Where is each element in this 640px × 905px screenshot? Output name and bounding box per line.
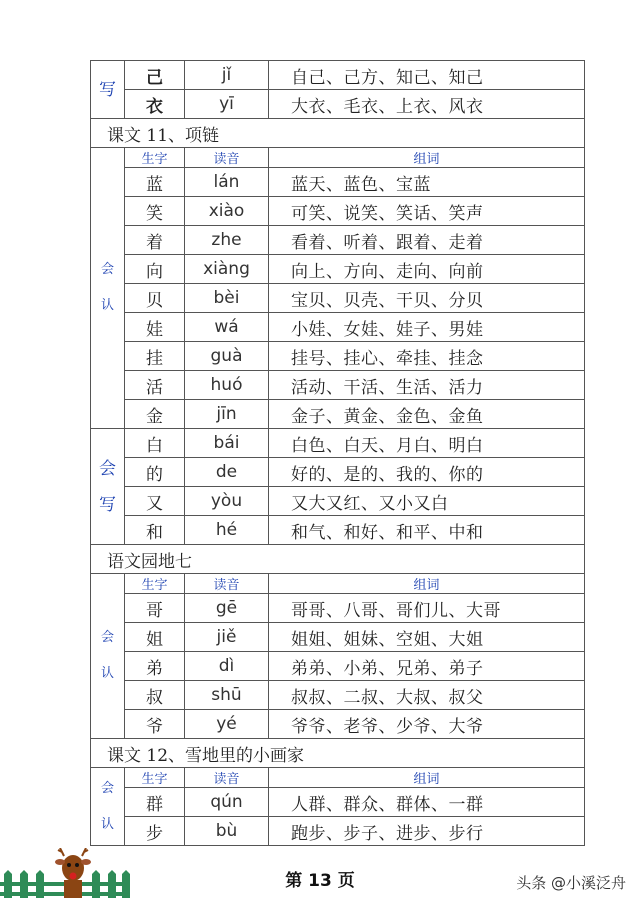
header-row <box>91 148 585 168</box>
char-cell: 贝 <box>125 284 185 313</box>
pinyin-cell: hé <box>185 516 269 545</box>
header-pinyin: 读音 <box>185 148 269 168</box>
words-cell: 又大又红、又小又白 <box>269 487 585 516</box>
table-row <box>91 623 585 652</box>
category-char: 会 <box>99 458 116 479</box>
category-cell <box>91 574 125 739</box>
words-cell: 哥哥、八哥、哥们儿、大哥 <box>269 594 585 623</box>
table-row <box>91 594 585 623</box>
char-cell: 和 <box>125 516 185 545</box>
words-cell: 自己、己方、知己、知己 <box>269 61 585 90</box>
table-row <box>91 788 585 817</box>
words-cell: 姐姐、姐妹、空姐、大姐 <box>269 623 585 652</box>
words-cell: 叔叔、二叔、大叔、叔父 <box>269 681 585 710</box>
pinyin-cell: qún <box>185 788 269 817</box>
table-row <box>91 710 585 739</box>
lesson-title-row <box>91 739 585 768</box>
pinyin-cell: bái <box>185 429 269 458</box>
header-row <box>91 768 585 788</box>
lesson-title-row <box>91 119 585 148</box>
category-char: 认 <box>100 816 114 832</box>
table-row <box>91 197 585 226</box>
char-cell: 蓝 <box>125 168 185 197</box>
header-words: 组词 <box>269 768 585 788</box>
vocab-table <box>90 60 585 846</box>
char-cell: 己 <box>125 61 185 90</box>
words-cell: 大衣、毛衣、上衣、风衣 <box>269 90 585 119</box>
category-char: 写 <box>99 494 116 515</box>
words-cell: 看着、听着、跟着、走着 <box>269 226 585 255</box>
words-cell: 挂号、挂心、牵挂、挂念 <box>269 342 585 371</box>
category-cell <box>91 148 125 429</box>
pinyin-cell: shū <box>185 681 269 710</box>
page-number: 第 13 页 <box>285 871 355 891</box>
words-cell: 活动、干活、生活、活力 <box>269 371 585 400</box>
table-row <box>91 487 585 516</box>
char-cell: 挂 <box>125 342 185 371</box>
pinyin-cell: jīn <box>185 400 269 429</box>
pinyin-cell: yòu <box>185 487 269 516</box>
words-cell: 向上、方向、走向、向前 <box>269 255 585 284</box>
watermark: 头条 @小溪泛舟 <box>516 874 626 892</box>
char-cell: 姐 <box>125 623 185 652</box>
pinyin-cell: lán <box>185 168 269 197</box>
pinyin-cell: wá <box>185 313 269 342</box>
header-pinyin: 读音 <box>185 574 269 594</box>
table-row <box>91 226 585 255</box>
char-cell: 爷 <box>125 710 185 739</box>
char-cell: 群 <box>125 788 185 817</box>
words-cell: 白色、白天、月白、明白 <box>269 429 585 458</box>
category-char: 认 <box>100 666 114 681</box>
table-row <box>91 255 585 284</box>
pinyin-cell: xiào <box>185 197 269 226</box>
words-cell: 弟弟、小弟、兄弟、弟子 <box>269 652 585 681</box>
header-pinyin: 读音 <box>185 768 269 788</box>
table-row <box>91 681 585 710</box>
category-char: 写 <box>99 79 116 100</box>
pinyin-cell: zhe <box>185 226 269 255</box>
table-row <box>91 61 585 90</box>
char-cell: 娃 <box>125 313 185 342</box>
category-char: 会 <box>100 262 114 277</box>
table-row <box>91 652 585 681</box>
header-char: 生字 <box>125 148 185 168</box>
pinyin-cell: yé <box>185 710 269 739</box>
header-char: 生字 <box>125 574 185 594</box>
char-cell: 步 <box>125 817 185 846</box>
header-words: 组词 <box>269 574 585 594</box>
table-row <box>91 371 585 400</box>
char-cell: 向 <box>125 255 185 284</box>
category-char: 会 <box>100 780 114 796</box>
table-row <box>91 168 585 197</box>
pinyin-cell: dì <box>185 652 269 681</box>
words-cell: 跑步、步子、进步、步行 <box>269 817 585 846</box>
pinyin-cell: bèi <box>185 284 269 313</box>
char-cell: 衣 <box>125 90 185 119</box>
table-row <box>91 400 585 429</box>
table-row <box>91 342 585 371</box>
char-cell: 哥 <box>125 594 185 623</box>
lesson-title: 课文 11、项链 <box>91 119 585 148</box>
table-row <box>91 516 585 545</box>
char-cell: 着 <box>125 226 185 255</box>
pinyin-cell: bù <box>185 817 269 846</box>
category-cell <box>91 429 125 545</box>
words-cell: 蓝天、蓝色、宝蓝 <box>269 168 585 197</box>
words-cell: 金子、黄金、金色、金鱼 <box>269 400 585 429</box>
table-row <box>91 429 585 458</box>
char-cell: 叔 <box>125 681 185 710</box>
pinyin-cell: gē <box>185 594 269 623</box>
category-cell <box>91 61 125 119</box>
char-cell: 白 <box>125 429 185 458</box>
lesson-title: 语文园地七 <box>91 545 585 574</box>
pinyin-cell: jǐ <box>185 61 269 90</box>
pinyin-cell: xiàng <box>185 255 269 284</box>
char-cell: 又 <box>125 487 185 516</box>
words-cell: 小娃、女娃、娃子、男娃 <box>269 313 585 342</box>
header-char: 生字 <box>125 768 185 788</box>
lesson-title-row <box>91 545 585 574</box>
words-cell: 好的、是的、我的、你的 <box>269 458 585 487</box>
pinyin-cell: guà <box>185 342 269 371</box>
pinyin-cell: jiě <box>185 623 269 652</box>
table-row <box>91 817 585 846</box>
header-words: 组词 <box>269 148 585 168</box>
header-row <box>91 574 585 594</box>
category-cell <box>91 768 125 846</box>
pinyin-cell: huó <box>185 371 269 400</box>
char-cell: 笑 <box>125 197 185 226</box>
table-row <box>91 458 585 487</box>
words-cell: 爷爷、老爷、少爷、大爷 <box>269 710 585 739</box>
words-cell: 和气、和好、和平、中和 <box>269 516 585 545</box>
char-cell: 活 <box>125 371 185 400</box>
char-cell: 的 <box>125 458 185 487</box>
char-cell: 金 <box>125 400 185 429</box>
lesson-title: 课文 12、雪地里的小画家 <box>91 739 585 768</box>
words-cell: 宝贝、贝壳、干贝、分贝 <box>269 284 585 313</box>
category-char: 会 <box>100 630 114 645</box>
category-char: 认 <box>100 298 114 313</box>
table-row <box>91 313 585 342</box>
words-cell: 可笑、说笑、笑话、笑声 <box>269 197 585 226</box>
table-row <box>91 90 585 119</box>
pinyin-cell: de <box>185 458 269 487</box>
char-cell: 弟 <box>125 652 185 681</box>
pinyin-cell: yī <box>185 90 269 119</box>
words-cell: 人群、群众、群体、一群 <box>269 788 585 817</box>
table-row <box>91 284 585 313</box>
